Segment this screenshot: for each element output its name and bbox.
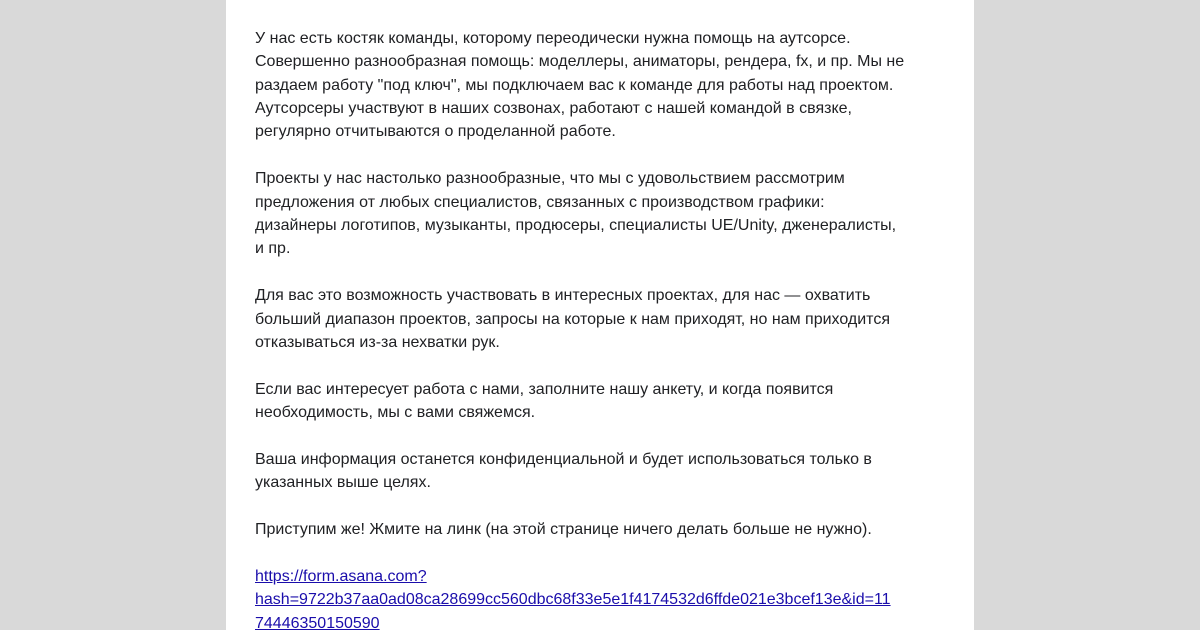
text-line: раздаем работу "под ключ", мы подключаем вас к команде для работы над проектом. — [255, 76, 894, 94]
text-line: Приступим же! Жмите на линк (на этой странице ничего делать больше не нужно). — [255, 521, 872, 539]
paragraph-outsourcing-team — [255, 27, 955, 144]
text-line: У нас есть костяк команды, которому переодически нужна помощь на аутсорсе. — [255, 29, 851, 47]
text-line — [255, 0, 955, 3]
paragraph-top-fragment — [255, 0, 955, 3]
paragraph-call-to-action — [255, 518, 955, 541]
text-line: Если вас интересует работа с нами, заполните нашу анкету, и когда появится — [255, 380, 834, 398]
text-line: Аутсорсеры участвуют в наших созвонах, работают с нашей командой в связке, — [255, 100, 852, 118]
paragraph-questionnaire — [255, 378, 955, 425]
link-line[interactable]: hash=9722b37aa0ad08ca28699cc560dbc68f33e5e1f4174532d6ffde021e3bcef13e&id=11 — [255, 591, 891, 609]
link-line[interactable]: 74446350150590 — [255, 614, 380, 630]
asana-form-link[interactable] — [255, 565, 955, 630]
text-line: больший диапазон проектов, запросы на которые к нам приходят, но нам приходится — [255, 310, 890, 328]
text-line: Ваша информация останется конфиденциальной и будет использоваться только в — [255, 451, 872, 469]
paragraph-confidentiality — [255, 448, 955, 495]
paragraph-form-link — [255, 565, 955, 630]
text-line: необходимость, мы с вами свяжемся. — [255, 404, 536, 422]
text-line: регулярно отчитываются о проделанной работе. — [255, 123, 616, 141]
text-line: Совершенно разнообразная помощь: моделлеры, аниматоры, рендера, fx, и пр. Мы не — [255, 53, 905, 71]
text-line: дизайнеры логотипов, музыканты, продюсеры, специалисты UE/Unity, дженералисты, — [255, 217, 897, 235]
text-line: Для вас это возможность участвовать в интересных проектах, для нас — охватить — [255, 287, 871, 305]
link-line[interactable]: https://form.asana.com? — [255, 568, 427, 586]
text-line: отказываться из-за нехватки рук. — [255, 334, 500, 352]
document-body — [255, 0, 955, 630]
paragraph-projects — [255, 167, 955, 261]
text-line: и пр. — [255, 240, 291, 258]
text-line: указанных выше целях. — [255, 474, 431, 492]
text-line: предложения от любых специалистов, связанных с производством графики: — [255, 193, 825, 211]
paragraph-opportunity — [255, 284, 955, 354]
text-line: Проекты у нас настолько разнообразные, что мы с удовольствием рассмотрим — [255, 170, 845, 188]
document-page — [226, 0, 974, 630]
